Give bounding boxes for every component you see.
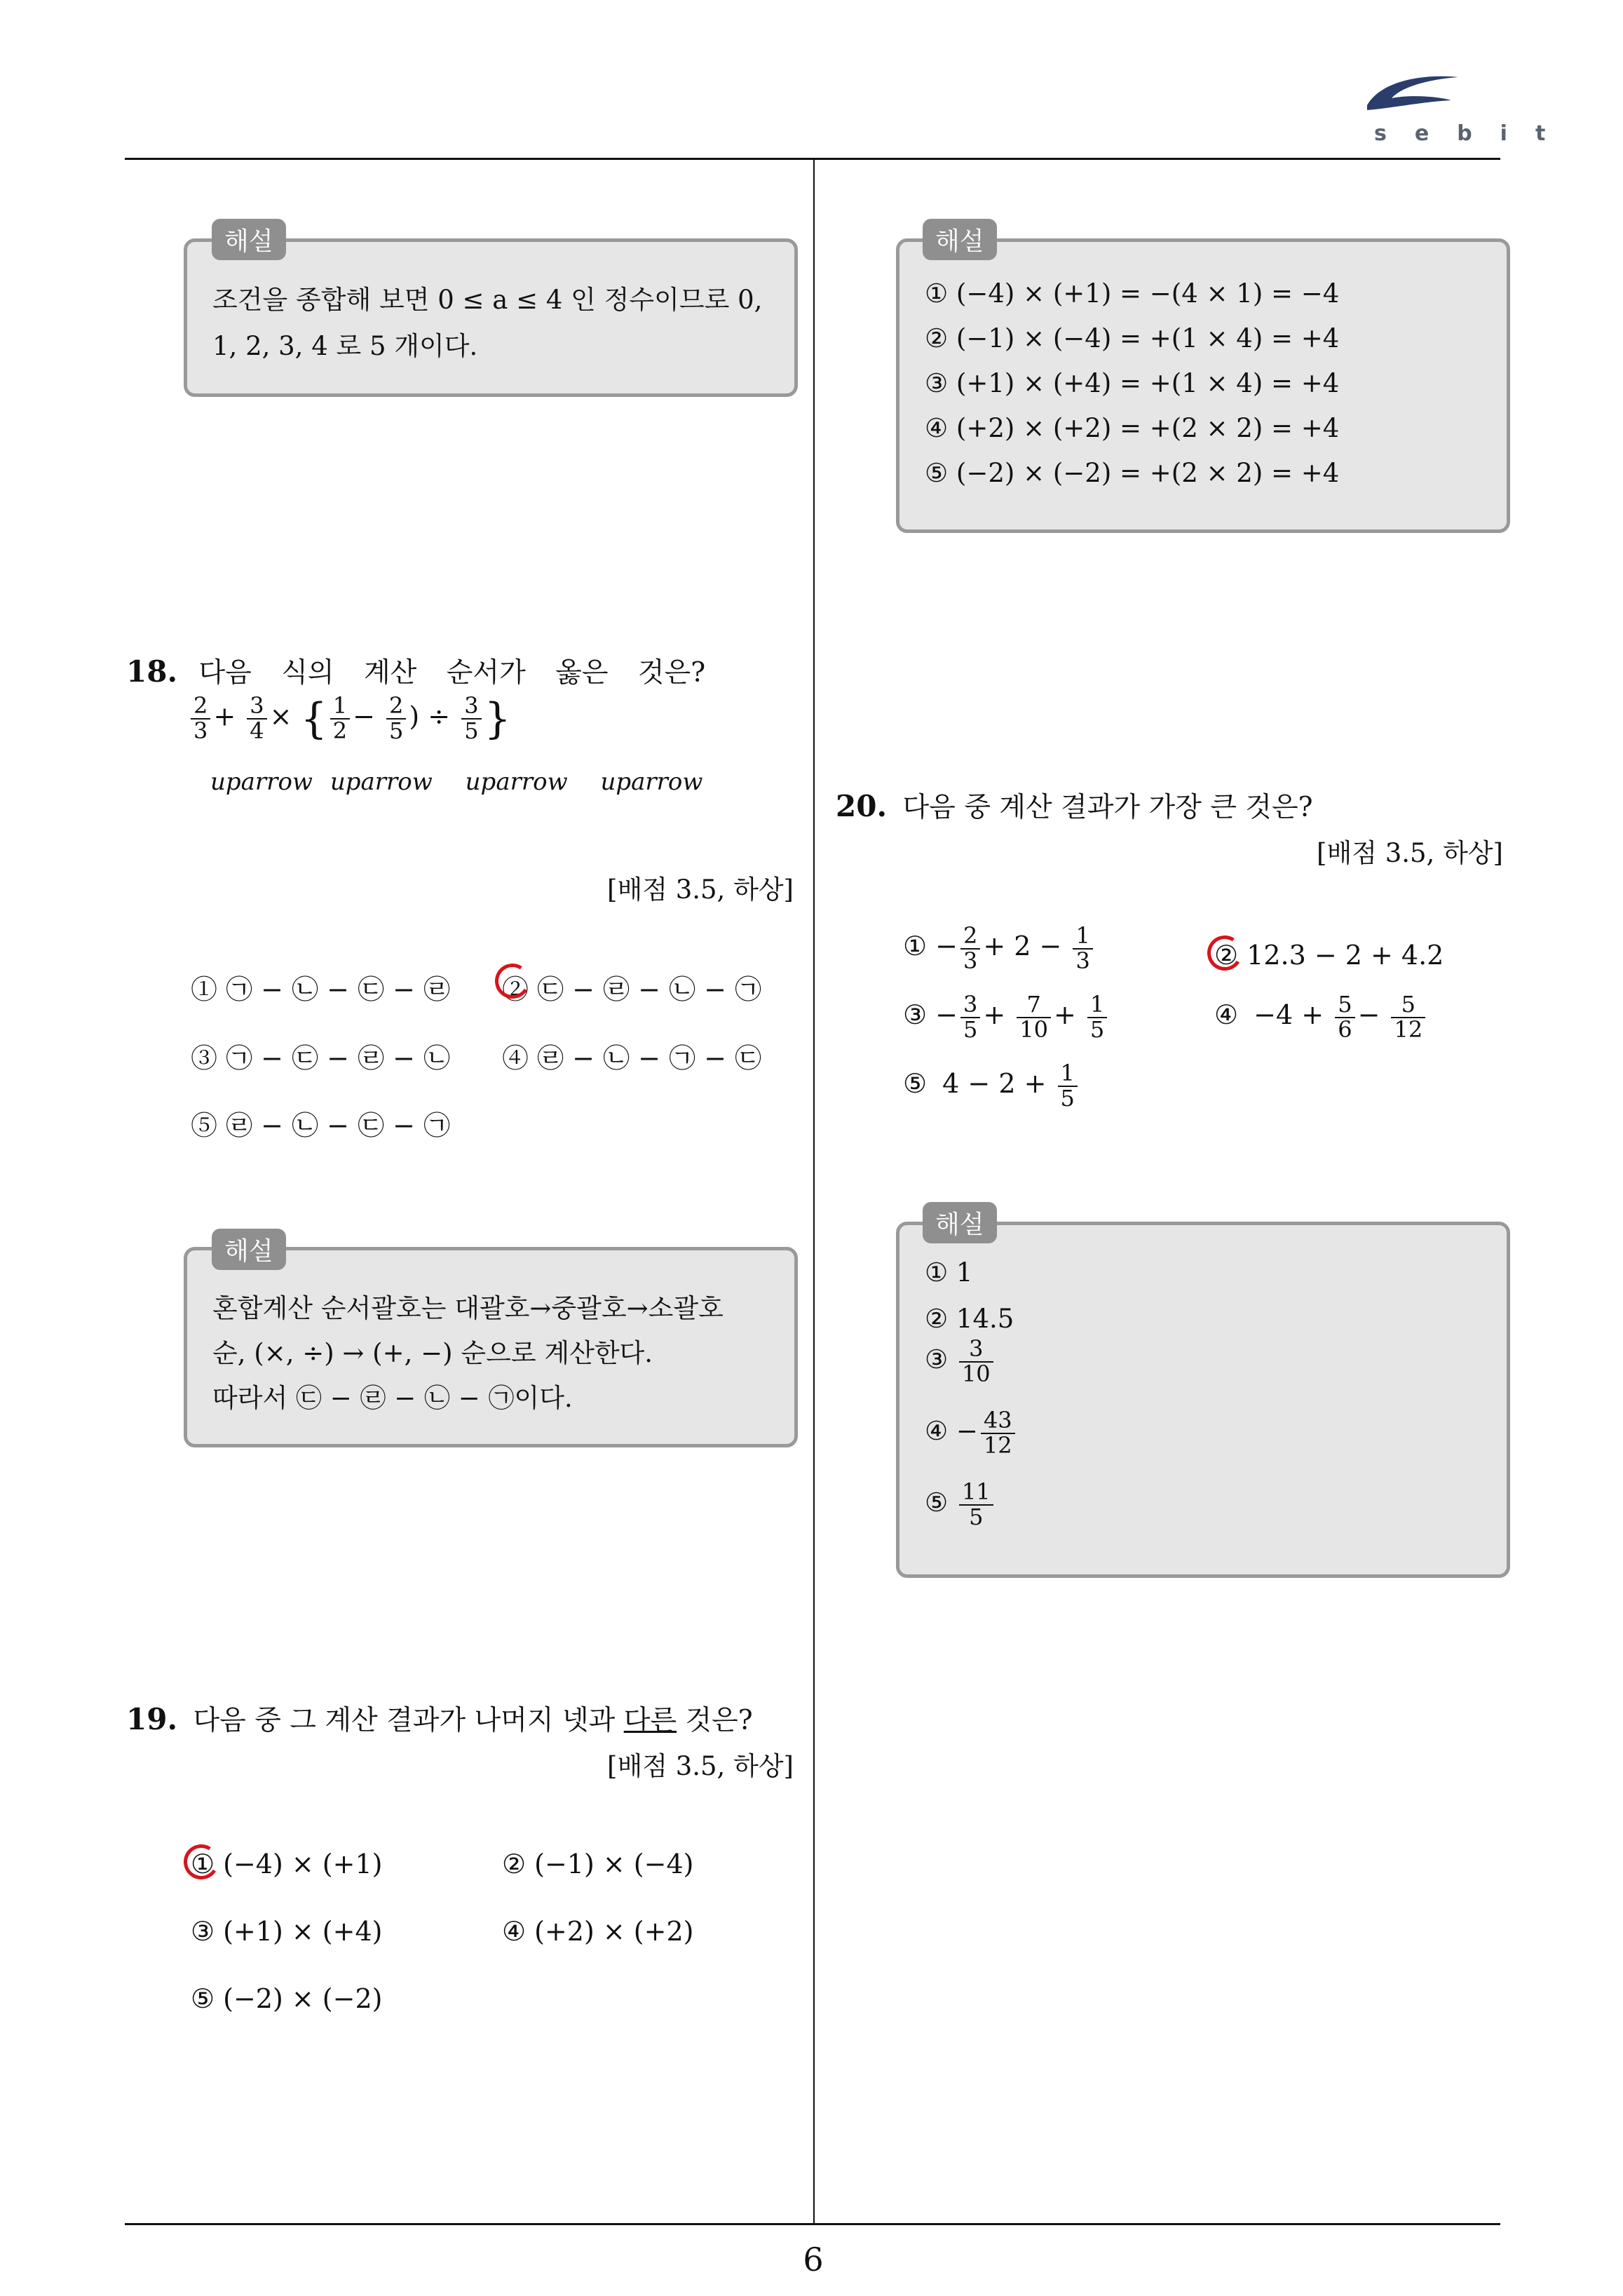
question-20-choice-4[interactable]: ④ −4 + $\frac{5}{6}$ − $\frac{5}{12}$ <box>1214 993 1428 1041</box>
solution-20-line-2: ② 14.5 <box>925 1304 1014 1334</box>
solution-18-box <box>184 1247 798 1447</box>
solution-19-line-3: ③ (+1) × (+4) = +(1 × 4) = +4 <box>925 368 1340 398</box>
solution-18-line-3: 따라서 ㉢ − ㉣ − ㉡ − ㉠이다. <box>212 1383 573 1413</box>
question-18-expression: $\frac{2}{3}$ + $\frac{3}{4}$ × { $\frac{1}{2}$ − $\frac{2}{5}$ ) ÷ $\frac{3}{5}$ } <box>188 694 511 743</box>
solution-19-line-4: ④ (+2) × (+2) = +(2 × 2) = +4 <box>925 413 1340 443</box>
solution-17-line-1: 조건을 종합해 보면 0 ≤ a ≤ 4 인 정수이므로 0, <box>212 285 763 315</box>
solution-19-line-1: ① (−4) × (+1) = −(4 × 1) = −4 <box>925 278 1340 309</box>
question-18-choice-5[interactable]: ⑤ ㉣ − ㉡ − ㉢ − ㉠ <box>191 1110 451 1141</box>
question-18-prompt: 다음 식의 계산 순서가 옳은 것은? <box>198 657 706 689</box>
solution-19-tag: 해설 <box>923 219 997 260</box>
question-19-choice-1[interactable]: ① (−4) × (+1) <box>191 1849 383 1879</box>
solution-20-line-1: ① 1 <box>925 1257 973 1288</box>
question-19-score: [배점 3.5, 하상] <box>607 1751 794 1781</box>
page-number: 6 <box>803 2241 824 2278</box>
question-20-score: [배점 3.5, 하상] <box>1317 838 1503 868</box>
solution-20-line-4: ④ − $\frac{43}{12}$ <box>925 1409 1018 1457</box>
solution-17-tag: 해설 <box>212 219 286 260</box>
solution-18-tag: 해설 <box>212 1229 286 1270</box>
question-20-choice-5[interactable]: ⑤ 4 − 2 + $\frac{1}{5}$ <box>903 1062 1080 1110</box>
question-18-text <box>126 651 705 690</box>
question-19-choice-3[interactable]: ③ (+1) × (+4) <box>191 1916 383 1947</box>
header-rule <box>125 158 1500 160</box>
solution-19-line-2: ② (−1) × (−4) = +(1 × 4) = +4 <box>925 323 1340 353</box>
question-18-number: 18. <box>126 654 178 689</box>
question-18-choice-1[interactable]: ① ㉠ − ㉡ − ㉢ − ㉣ <box>191 974 451 1005</box>
sebit-logo-swoosh-icon <box>1360 67 1465 123</box>
question-18-choice-4[interactable]: ④ ㉣ − ㉡ − ㉠ − ㉢ <box>502 1043 762 1074</box>
solution-20-box <box>896 1222 1510 1578</box>
solution-19-box <box>896 238 1510 533</box>
question-19-choice-5[interactable]: ⑤ (−2) × (−2) <box>191 1983 383 2014</box>
question-20-choice-1[interactable]: ① − $\frac{2}{3}$ + 2 − $\frac{1}{3}$ <box>903 924 1096 973</box>
question-18-choice-3[interactable]: ③ ㉠ − ㉢ − ㉣ − ㉡ <box>191 1043 451 1074</box>
footer-rule <box>125 2223 1500 2225</box>
solution-18-line-1: 혼합계산 순서괄호는 대괄호→중괄호→소괄호 <box>212 1293 724 1323</box>
question-18-arrow-labels: uparrow uparrow uparrow uparrow <box>210 768 703 796</box>
solution-19-line-5: ⑤ (−2) × (−2) = +(2 × 2) = +4 <box>925 458 1340 488</box>
question-18-choice-2[interactable]: ② ㉢ − ㉣ − ㉡ − ㉠ <box>502 974 762 1005</box>
question-19-choice-4[interactable]: ④ (+2) × (+2) <box>502 1916 694 1947</box>
question-20-number: 20. <box>836 789 888 823</box>
sebit-logo <box>1360 67 1574 147</box>
question-20-text <box>836 785 1313 825</box>
question-20-choice-3[interactable]: ③ − $\frac{3}{5}$ + $\frac{7}{10}$ + $\frac{1}{5}$ <box>903 993 1110 1041</box>
question-19-number: 19. <box>126 1702 178 1736</box>
solution-18-line-2: 순, (×, ÷) → (+, −) 순으로 계산한다. <box>212 1338 653 1368</box>
solution-20-tag: 해설 <box>923 1202 997 1243</box>
question-19-choice-2[interactable]: ② (−1) × (−4) <box>502 1849 694 1879</box>
question-20-prompt: 다음 중 계산 결과가 가장 큰 것은? <box>902 792 1313 823</box>
column-divider <box>813 159 815 2224</box>
solution-20-line-3: ③ $\frac{3}{10}$ <box>925 1337 996 1386</box>
question-19-text: 19. 다음 중 그 계산 결과가 나머지 넷과 다른 것은? <box>126 1702 753 1736</box>
solution-17-box <box>184 238 798 397</box>
logo-text: sebit <box>1374 121 1574 146</box>
solution-17-line-2: 1, 2, 3, 4 로 5 개이다. <box>212 331 478 361</box>
solution-20-line-5: ⑤ $\frac{11}{5}$ <box>925 1480 996 1529</box>
question-18-score: [배점 3.5, 하상] <box>607 874 794 905</box>
question-20-choice-2[interactable]: ② 12.3 − 2 + 4.2 <box>1214 940 1444 971</box>
